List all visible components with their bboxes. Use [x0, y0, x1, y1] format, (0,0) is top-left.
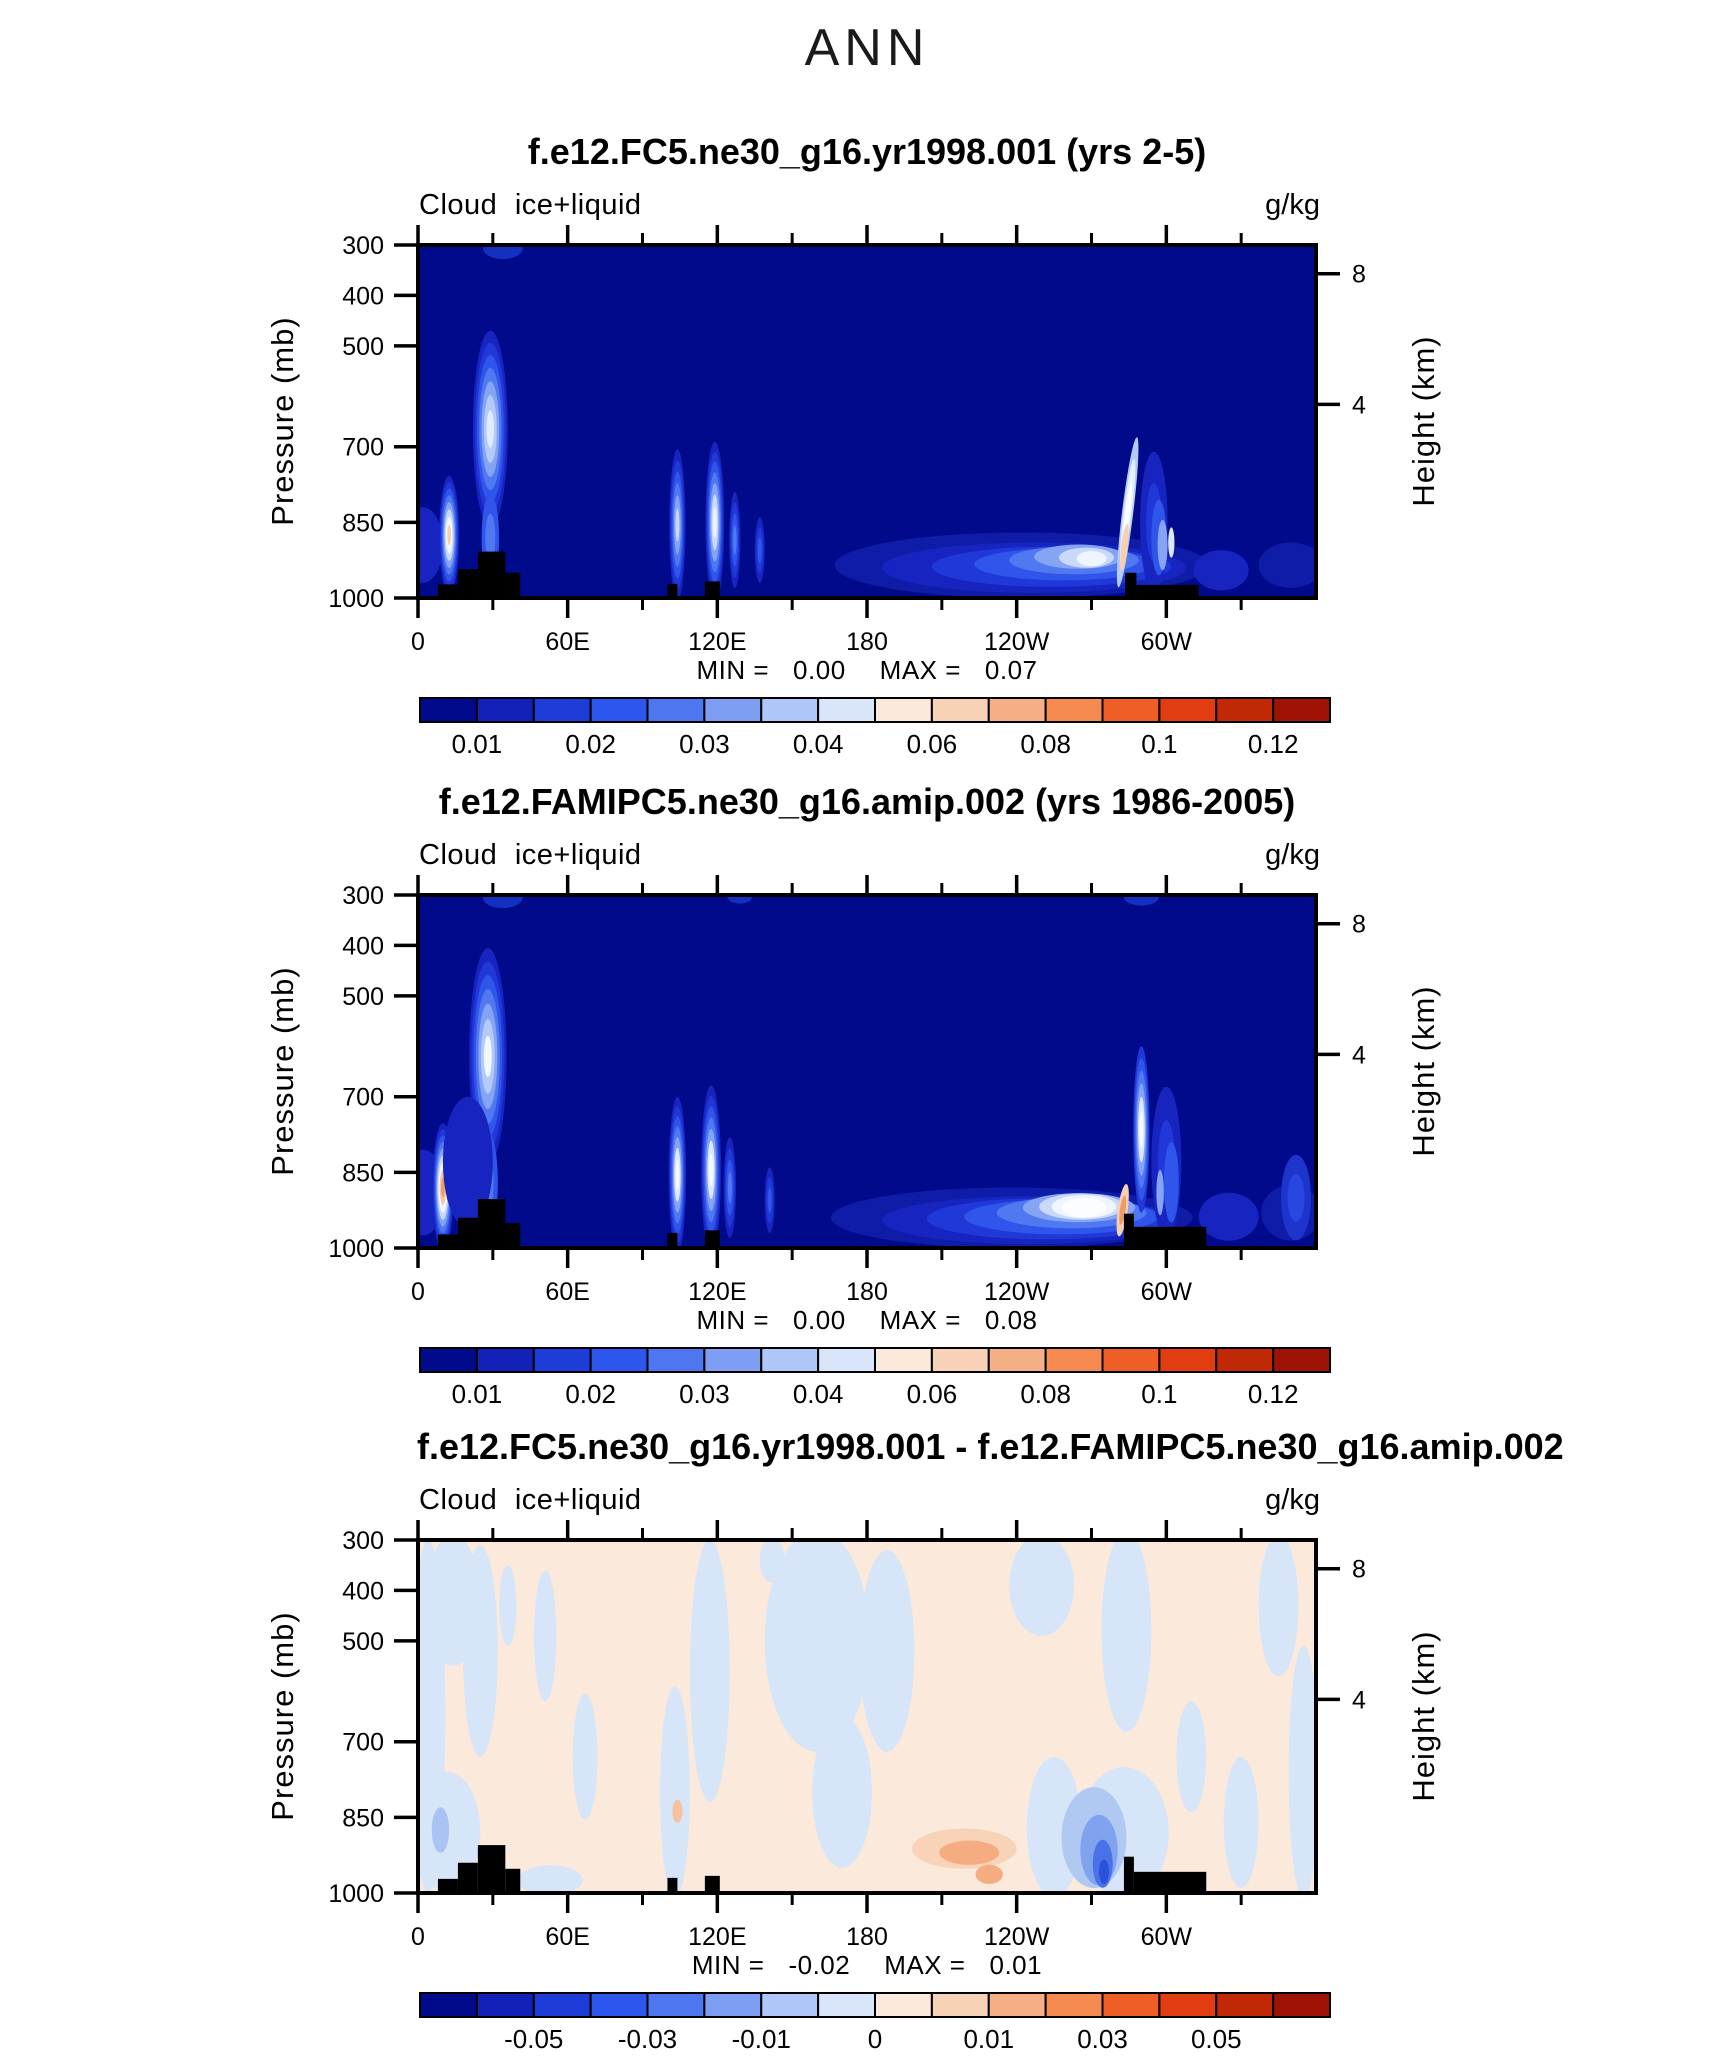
max-label: MAX = — [884, 1950, 966, 1980]
colorbar-cell — [1046, 1993, 1103, 2017]
colorbar-cell — [818, 1993, 875, 2017]
pressure-tick-label: 500 — [342, 1627, 384, 1656]
colorbar-label: 0.1 — [1141, 1379, 1178, 1409]
colorbar-labels — [420, 729, 1330, 761]
colorbar-cell — [1216, 1348, 1273, 1372]
pressure-tick-label: 1000 — [328, 1880, 384, 1908]
difference-patch — [1009, 1535, 1074, 1636]
pressure-tick-label: 1000 — [328, 585, 384, 613]
colorbar-cell — [761, 1993, 818, 2017]
colorbar-label: 0.12 — [1247, 729, 1299, 759]
field-label: Cloud ice+liquid — [419, 1484, 642, 1516]
cloud-plume-contour — [768, 1187, 772, 1213]
pressure-tick-label: 500 — [342, 332, 384, 361]
upper-level-cloud-patch — [1124, 888, 1159, 905]
panel-title: f.e12.FAMIPC5.ne30_g16.amip.002 (yrs 1986-2005) — [438, 781, 1296, 822]
x-tick-label: 60E — [545, 1278, 590, 1306]
pressure-tick-label: 850 — [342, 1159, 384, 1188]
pressure-tick-label: 300 — [342, 882, 384, 910]
topography-silhouette — [667, 584, 677, 598]
colorbar-label: 0.1 — [1141, 729, 1178, 759]
pressure-tick-label: 700 — [342, 1728, 384, 1757]
colorbar-cell — [932, 698, 989, 722]
x-tick-label: 180 — [846, 628, 888, 656]
cloud-plume-contour — [1158, 520, 1168, 570]
page-title: ANN — [804, 19, 930, 77]
x-tick-label: 120W — [984, 1923, 1050, 1951]
pressure-tick-label: 500 — [342, 982, 384, 1011]
colorbar-cell — [818, 698, 875, 722]
x-tick-label: 0 — [411, 628, 425, 656]
pressure-tick-label: 300 — [342, 1527, 384, 1555]
colorbar-label: 0.02 — [565, 1379, 616, 1409]
colorbar-label: 0.02 — [565, 729, 616, 759]
colorbar-cell — [1046, 1348, 1103, 1372]
cloud-plume-contour — [676, 1160, 680, 1190]
contour-plot — [328, 1527, 1366, 1951]
colorbar-cell — [818, 1348, 875, 1372]
plot-area — [411, 1530, 1319, 1898]
topography-silhouette — [1134, 1227, 1206, 1248]
colorbar-svg — [420, 1992, 1330, 2018]
cloud-plume-contour — [1287, 1174, 1304, 1222]
colorbar-cell — [932, 1348, 989, 1372]
colorbar-cell — [761, 1348, 818, 1372]
colorbar-svg — [420, 1347, 1330, 1373]
colorbar-cell — [989, 698, 1046, 722]
colorbar-cell — [477, 1993, 534, 2017]
colorbar-label: 0.12 — [1247, 1379, 1299, 1409]
stats-line — [418, 655, 1316, 686]
colorbar — [420, 1992, 1330, 2018]
colorbar-svg — [420, 697, 1330, 723]
height-tick-label: 4 — [1352, 391, 1366, 420]
difference-patch — [432, 1807, 449, 1852]
colorbar-label: 0.08 — [1020, 1379, 1071, 1409]
panel-title: f.e12.FC5.ne30_g16.yr1998.001 (yrs 2-5) — [527, 131, 1207, 172]
colorbar-cell — [1103, 1348, 1160, 1372]
topography-silhouette — [478, 552, 505, 598]
colorbar-cell — [1273, 1348, 1330, 1372]
colorbar-labels — [420, 2024, 1330, 2056]
difference-patch — [1101, 1530, 1151, 1732]
topography-silhouette — [458, 569, 478, 598]
plot-background — [418, 245, 1316, 598]
colorbar-cell — [1103, 698, 1160, 722]
min-label: MIN = — [696, 655, 770, 685]
y-axis-title-pressure: Pressure (mb) — [265, 1611, 300, 1821]
colorbar-cell — [932, 1993, 989, 2017]
panel-top-case — [0, 125, 1710, 775]
colorbar-label: 0.03 — [679, 1379, 730, 1409]
cloud-plume-contour — [758, 537, 762, 563]
cloud-plume-contour — [709, 1154, 713, 1186]
cloud-plume-contour — [713, 507, 717, 538]
colorbar-label: 0.04 — [792, 1379, 844, 1409]
difference-patch — [812, 1717, 872, 1868]
y-axis-title-pressure: Pressure (mb) — [265, 316, 300, 526]
topography-silhouette — [505, 1869, 520, 1893]
colorbar-label: 0.01 — [451, 729, 503, 759]
plot-area — [401, 887, 1321, 1254]
colorbar-cell — [420, 698, 477, 722]
x-tick-label: 180 — [846, 1923, 888, 1951]
pressure-tick-label: 400 — [342, 932, 384, 961]
difference-patch — [1259, 1535, 1299, 1676]
x-tick-label: 180 — [846, 1278, 888, 1306]
colorbar-cell — [1273, 698, 1330, 722]
topography-silhouette — [1125, 573, 1136, 598]
colorbar-cell — [1046, 698, 1103, 722]
x-tick-label: 120E — [688, 628, 747, 656]
min-value: 0.00 — [793, 655, 846, 685]
height-tick-label: 4 — [1352, 1041, 1366, 1070]
low-cloud-layer — [1259, 543, 1324, 588]
cloud-plume-contour — [675, 508, 679, 541]
stats-line — [418, 1950, 1316, 1981]
y-axis-title-height: Height (km) — [1406, 335, 1441, 507]
cloud-plume-contour — [1164, 1142, 1179, 1223]
panel-title: f.e12.FC5.ne30_g16.yr1998.001 - f.e12.FAMIPC5.ne30_g16.amip.002 — [417, 1426, 1564, 1467]
colorbar-cell — [591, 1993, 648, 2017]
contour-plot — [328, 882, 1366, 1306]
difference-patch — [1224, 1757, 1259, 1888]
colorbar-cell — [1103, 1993, 1160, 2017]
difference-patch — [672, 1800, 682, 1823]
topography-silhouette — [438, 1879, 458, 1893]
field-label: Cloud ice+liquid — [419, 189, 642, 221]
colorbar-label: 0.01 — [963, 2024, 1015, 2054]
contour-plot — [328, 232, 1366, 656]
colorbar-cell — [761, 698, 818, 722]
x-tick-label: 120W — [984, 1278, 1050, 1306]
height-tick-label: 8 — [1352, 1555, 1366, 1584]
pressure-tick-label: 300 — [342, 232, 384, 260]
panel-middle-case — [0, 775, 1710, 1425]
topography-silhouette — [438, 1234, 458, 1248]
colorbar-label: 0.03 — [1077, 2024, 1128, 2054]
colorbar-cell — [989, 1993, 1046, 2017]
colorbar-label: 0 — [867, 2024, 883, 2054]
units-label: g/kg — [1265, 839, 1320, 871]
upper-level-cloud-patch — [483, 237, 523, 259]
topography-silhouette — [705, 1876, 720, 1893]
pressure-tick-label: 1000 — [328, 1235, 384, 1263]
difference-patch — [463, 1545, 498, 1757]
topography-silhouette — [505, 573, 520, 598]
colorbar-cell — [591, 1348, 648, 1372]
difference-patch — [518, 1865, 583, 1895]
colorbar — [420, 1347, 1330, 1373]
colorbar-label: 0.05 — [1190, 2024, 1242, 2054]
topography-silhouette — [1124, 1214, 1134, 1248]
colorbar-cell — [648, 1993, 705, 2017]
topography-silhouette — [667, 1878, 677, 1893]
panel-difference — [0, 1420, 1710, 2070]
cloud-plume-contour — [1139, 1111, 1143, 1147]
x-tick-label: 60E — [545, 1923, 590, 1951]
max-value: 0.08 — [984, 1305, 1038, 1335]
colorbar-label: 0.08 — [1020, 729, 1071, 759]
low-cloud-layer — [1077, 551, 1107, 566]
cloud-plume-contour — [487, 410, 494, 448]
colorbar-cell — [648, 1348, 705, 1372]
colorbar-cell — [648, 698, 705, 722]
colorbar-cell — [1273, 1993, 1330, 2017]
colorbar-cell — [1159, 698, 1216, 722]
difference-patch — [765, 1530, 870, 1752]
colorbar-label: -0.01 — [731, 2024, 791, 2054]
cloud-plume-contour — [1156, 1170, 1163, 1215]
topography-silhouette — [458, 1218, 478, 1248]
cloud-plume-contour — [728, 1172, 732, 1203]
difference-patch — [534, 1570, 556, 1701]
y-axis-title-height: Height (km) — [1406, 1630, 1441, 1802]
max-label: MAX = — [879, 1305, 961, 1335]
topography-silhouette — [1124, 1857, 1134, 1893]
colorbar-cell — [477, 698, 534, 722]
colorbar-cell — [704, 698, 761, 722]
colorbar-label: 0.01 — [451, 1379, 503, 1409]
height-tick-label: 4 — [1352, 1686, 1366, 1715]
colorbar-cell — [1159, 1348, 1216, 1372]
x-tick-label: 60W — [1140, 1278, 1193, 1306]
colorbar-label: -0.03 — [617, 2024, 678, 2054]
colorbar-label: 0.06 — [906, 729, 958, 759]
low-cloud-layer — [1062, 1198, 1107, 1217]
min-label: MIN = — [696, 1305, 770, 1335]
x-tick-label: 60E — [545, 628, 590, 656]
difference-patch — [860, 1550, 915, 1752]
x-tick-label: 60W — [1140, 628, 1193, 656]
colorbar-cell — [1216, 698, 1273, 722]
colorbar-cell — [704, 1348, 761, 1372]
height-tick-label: 8 — [1352, 910, 1366, 939]
x-tick-label: 120W — [984, 628, 1050, 656]
colorbar-cell — [989, 1348, 1046, 1372]
topography-silhouette — [438, 584, 458, 598]
difference-patch — [1099, 1860, 1109, 1884]
pressure-tick-label: 850 — [342, 1804, 384, 1833]
cloud-plume-contour — [733, 525, 737, 554]
topography-silhouette — [458, 1863, 478, 1893]
colorbar-label: -0.05 — [504, 2024, 564, 2054]
colorbar-cell — [534, 698, 591, 722]
colorbar-cell — [875, 1993, 932, 2017]
colorbar-cell — [534, 1993, 591, 2017]
max-label: MAX = — [879, 655, 961, 685]
difference-patch — [939, 1841, 999, 1865]
colorbar-label: 0.04 — [792, 729, 844, 759]
upper-level-cloud-patch — [483, 887, 523, 908]
low-cloud-layer — [1199, 1193, 1259, 1241]
cloud-plume-contour — [1168, 527, 1174, 557]
colorbar-cell — [875, 698, 932, 722]
stats-line — [418, 1305, 1316, 1336]
difference-patch — [1176, 1701, 1206, 1812]
y-axis-title-height: Height (km) — [1406, 985, 1441, 1157]
topography-silhouette — [505, 1223, 520, 1248]
topography-silhouette — [478, 1199, 505, 1248]
x-tick-label: 0 — [411, 1923, 425, 1951]
height-tick-label: 8 — [1352, 260, 1366, 289]
colorbar-label: 0.03 — [679, 729, 730, 759]
colorbar-label: 0.06 — [906, 1379, 958, 1409]
colorbar-labels — [420, 1379, 1330, 1411]
difference-patch — [660, 1686, 690, 1898]
colorbar-cell — [420, 1993, 477, 2017]
max-value: 0.07 — [984, 655, 1038, 685]
colorbar-cell — [1216, 1993, 1273, 2017]
x-tick-label: 120E — [688, 1923, 747, 1951]
units-label: g/kg — [1265, 189, 1320, 221]
pressure-tick-label: 400 — [342, 282, 384, 311]
topography-silhouette — [667, 1233, 677, 1248]
colorbar-cell — [875, 1348, 932, 1372]
topography-silhouette — [705, 1230, 720, 1248]
min-label: MIN = — [691, 1950, 765, 1980]
pressure-tick-label: 850 — [342, 509, 384, 538]
x-tick-label: 120E — [688, 1278, 747, 1306]
low-cloud-layer — [1194, 550, 1249, 590]
pressure-tick-label: 400 — [342, 1577, 384, 1606]
difference-patch — [976, 1865, 1003, 1884]
x-tick-label: 0 — [411, 1278, 425, 1306]
topography-silhouette — [478, 1845, 505, 1893]
topography-silhouette — [705, 581, 720, 598]
pressure-tick-label: 700 — [342, 433, 384, 462]
plot-area — [403, 237, 1323, 603]
min-value: -0.02 — [788, 1950, 851, 1980]
colorbar-cell — [477, 1348, 534, 1372]
max-value: 0.01 — [989, 1950, 1043, 1980]
y-axis-title-pressure: Pressure (mb) — [265, 966, 300, 1176]
colorbar — [420, 697, 1330, 723]
cloud-plume-contour — [447, 525, 451, 545]
pressure-tick-label: 700 — [342, 1083, 384, 1112]
difference-patch — [573, 1694, 598, 1820]
colorbar-cell — [1159, 1993, 1216, 2017]
cloud-plume-contour — [484, 1036, 492, 1077]
field-label: Cloud ice+liquid — [419, 839, 642, 871]
colorbar-cell — [704, 1993, 761, 2017]
min-value: 0.00 — [793, 1305, 846, 1335]
colorbar-cell — [534, 1348, 591, 1372]
colorbar-cell — [420, 1348, 477, 1372]
low-cloud-layer — [403, 507, 443, 583]
difference-patch — [690, 1540, 730, 1802]
colorbar-cell — [591, 698, 648, 722]
x-tick-label: 60W — [1140, 1923, 1193, 1951]
difference-patch — [499, 1565, 516, 1646]
units-label: g/kg — [1265, 1484, 1320, 1516]
plot-background — [418, 895, 1316, 1248]
topography-silhouette — [1134, 1872, 1206, 1893]
